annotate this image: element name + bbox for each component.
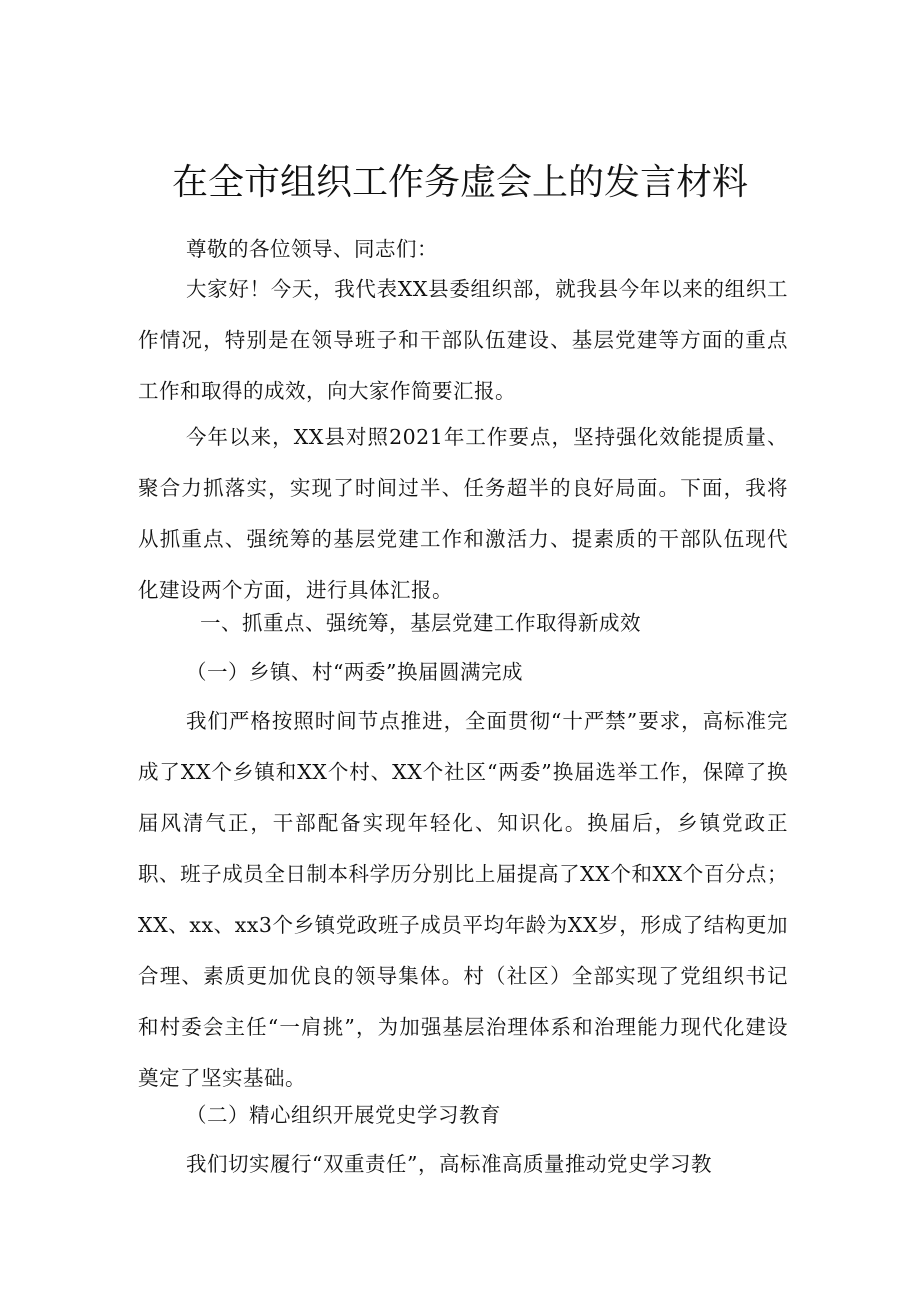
subsection-heading-2: （二）精心组织开展党史学习教育 [186, 1103, 501, 1127]
paragraph-overview: 今年以来，XX县对照2021年工作要点，坚持强化效能提质量、聚合力抓落实，实现了时间过半、任务超半的良好局面。下面，我将从抓重点、强统筹的基层党建工作和激活力、提素质的干部队伍现代化建设两个方面，进行具体汇报。 [138, 425, 788, 602]
section-heading-1: 一、抓重点、强统筹，基层党建工作取得新成效 [200, 611, 641, 635]
paragraph-opening: 大家好！今天，我代表XX县委组织部，就我县今年以来的组织工作情况，特别是在领导班子和干部队伍建设、基层党建等方面的重点工作和取得的成效，向大家作简要汇报。 [138, 277, 788, 403]
paragraph-election: 我们严格按照时间节点推进，全面贯彻“十严禁”要求，高标准完成了XX个乡镇和XX个村、XX个社区“两委”换届选举工作，保障了换届风清气正，干部配备实现年轻化、知识化。换届后，乡镇党政正职、班子成员全日制本科学历分别比上届提高了XX个和XX个百分点；XX、xx、xx3个乡镇党政班子成员平均年龄为XX岁，形成了结构更加合理、素质更加优良的领导集体。村（社区）全部实现了党组织书记和村委会主任“一肩挑”，为加强基层治理体系和治理能力现代化建设奠定了坚实基础。 [138, 709, 788, 1090]
salutation: 尊敬的各位领导、同志们： [186, 237, 438, 261]
subsection-heading-1: （一）乡镇、村“两委”换届圆满完成 [186, 660, 523, 684]
paragraph-party-history: 我们切实履行“双重责任”，高标准高质量推动党史学习教 [186, 1152, 712, 1176]
document-title: 在全市组织工作务虚会上的发言材料 [171, 162, 748, 203]
